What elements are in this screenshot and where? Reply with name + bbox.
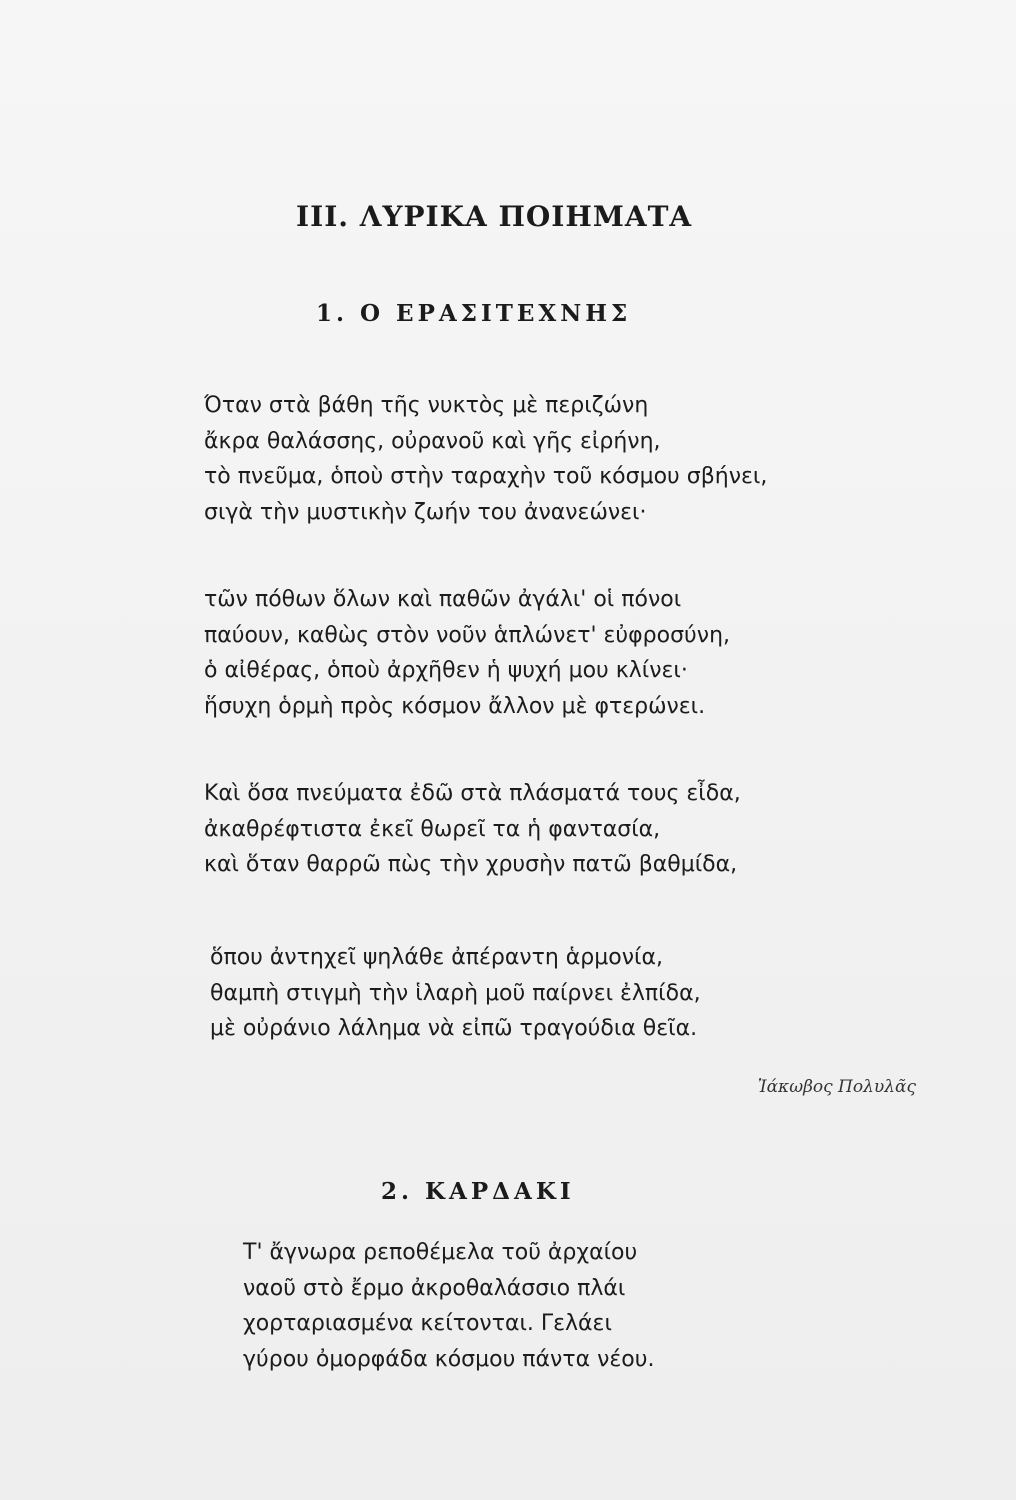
verse-line: μὲ οὐράνιο λάλημα νὰ εἰπῶ τραγούδια θεῖα. bbox=[210, 1016, 698, 1041]
verse-line: τὸ πνεῦμα, ὁποὺ στὴν ταραχὴν τοῦ κόσμου σβήνει, bbox=[204, 464, 768, 489]
verse-line: χορταριασμένα κείτονται. Γελάει bbox=[243, 1311, 612, 1336]
poem-1-stanza-1 bbox=[204, 388, 767, 530]
verse-line: ναοῦ στὸ ἔρμο ἀκροθαλάσσιο πλάι bbox=[243, 1275, 626, 1301]
poem-1-stanza-4 bbox=[210, 940, 701, 1047]
poem-2-stanza-1 bbox=[243, 1235, 654, 1377]
poem-1-stanza-3 bbox=[204, 776, 741, 883]
verse-line: ὁ αἰθέρας, ὁποὺ ἀρχῆθεν ἡ ψυχή μου κλίνει· bbox=[204, 658, 688, 683]
poem-author: Ἰάκωβος Πολυλᾶς bbox=[757, 1077, 916, 1097]
verse-line: Καὶ ὅσα πνεύματα ἐδῶ στὰ πλάσματά τους εἶδα, bbox=[204, 781, 741, 806]
verse-line: γύρου ὀμορφάδα κόσμου πάντα νέου. bbox=[243, 1346, 655, 1372]
verse-line: θαμπὴ στιγμὴ τὴν ἱλαρὴ μοῦ παίρνει ἐλπίδα, bbox=[210, 980, 701, 1006]
poem-1-stanza-2 bbox=[204, 582, 730, 724]
poem-title-erasitechnis: 1. Ο ΕΡΑΣΙΤΕΧΝΗΣ bbox=[316, 300, 632, 327]
verse-line: Τ' ἄγνωρα ρεποθέμελα τοῦ ἀρχαίου bbox=[243, 1240, 638, 1265]
verse-line: ὅπου ἀντηχεῖ ψηλάθε ἀπέραντη ἁρμονία, bbox=[210, 945, 663, 970]
verse-line: σιγὰ τὴν μυστικὴν ζωήν του ἀνανεώνει· bbox=[204, 499, 647, 525]
verse-line: καὶ ὅταν θαρρῶ πὼς τὴν χρυσὴν πατῶ βαθμίδα, bbox=[204, 852, 738, 877]
section-title: III. ΛΥΡΙΚΑ ΠΟΙΗΜΑΤΑ bbox=[296, 200, 693, 233]
verse-line: Όταν στὰ βάθη τῆς νυκτὸς μὲ περιζώνη bbox=[204, 393, 649, 418]
poem-title-kardaki: 2. ΚΑΡΔΑΚΙ bbox=[381, 1178, 575, 1205]
verse-line: παύουν, καθὼς στὸν νοῦν ἁπλώνετ' εὐφροσύνη, bbox=[204, 622, 731, 648]
verse-line: ἄκρα θαλάσσης, οὐρανοῦ καὶ γῆς εἰρήνη, bbox=[204, 428, 661, 454]
verse-line: ἀκαθρέφτιστα ἐκεῖ θωρεῖ τα ἡ φαντασία, bbox=[204, 816, 661, 842]
verse-line: τῶν πόθων ὅλων καὶ παθῶν ἀγάλι' οἱ πόνοι bbox=[204, 587, 682, 612]
verse-line: ἥσυχη ὁρμὴ πρὸς κόσμον ἄλλον μὲ φτερώνει. bbox=[204, 693, 706, 719]
